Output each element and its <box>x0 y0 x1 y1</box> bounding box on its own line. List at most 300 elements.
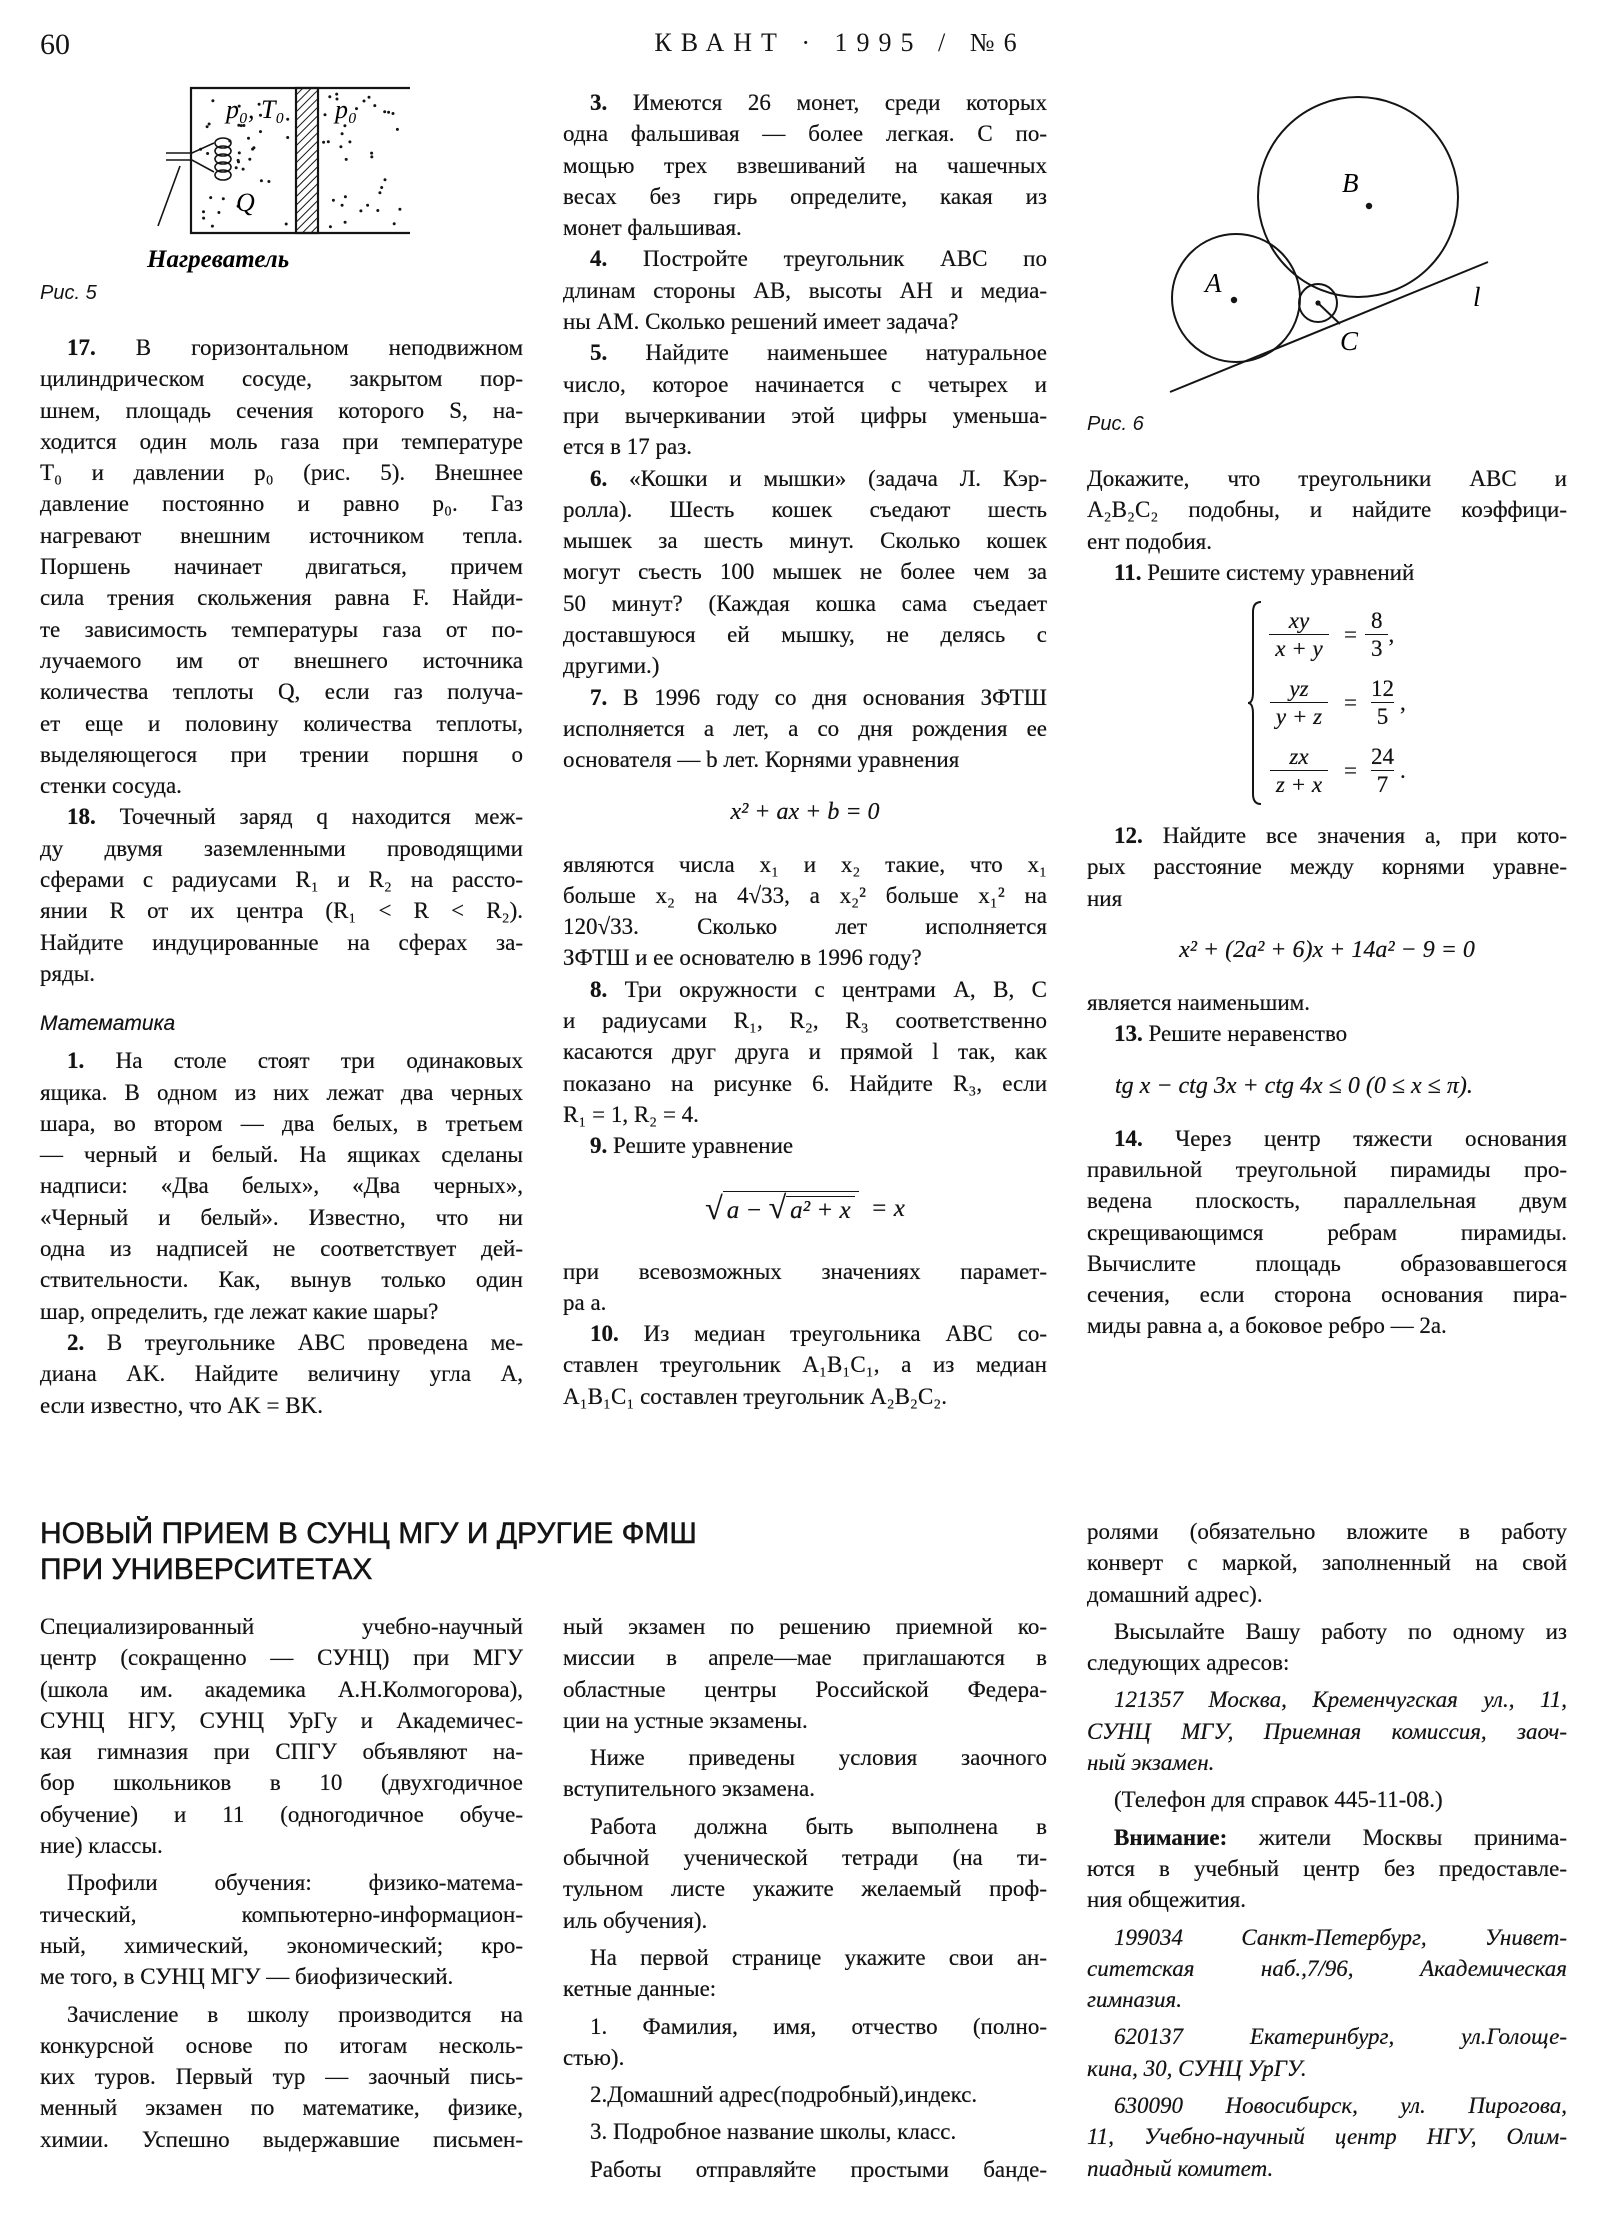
problem-number: 8. <box>590 976 608 1002</box>
problem-number: 3. <box>590 90 608 115</box>
numerator: 12 <box>1370 675 1394 701</box>
line-text: бор школьников в 10 (двухгодичное <box>40 1770 523 1796</box>
text-line <box>40 958 523 989</box>
denominator: 7 <box>1371 770 1395 798</box>
system-rows <box>1262 600 1406 804</box>
text-line <box>563 369 1047 400</box>
line-text: 120√33. Сколько лет исполняется <box>563 914 1047 940</box>
line-text: Ниже приведены условия заочного <box>590 1745 1047 1771</box>
equation-system <box>1087 588 1567 820</box>
text-line <box>1087 2153 1567 2184</box>
text-line <box>40 2030 523 2061</box>
gas-dot <box>329 225 332 228</box>
problem-number: 9. <box>590 1133 608 1159</box>
radical-sign-icon: √ <box>768 1189 787 1225</box>
article-column-3 <box>1087 1516 1567 2190</box>
text-line <box>563 911 1047 942</box>
line-text: Докажите, что треугольники ABC и <box>1087 466 1567 491</box>
label-b: B <box>1342 168 1359 198</box>
text-line <box>40 1705 523 1736</box>
text-line <box>40 645 523 676</box>
line-text: Постройте треугольник ABC по <box>643 246 1047 272</box>
line-text: нагревают внешним источником тепла. <box>40 522 523 548</box>
text-line <box>563 974 1047 1005</box>
paragraph <box>1087 987 1567 1018</box>
gas-dot <box>370 152 373 155</box>
paragraph <box>1087 1922 1567 2016</box>
line-text: 630090 Новосибирск, ул. Пирогова, <box>1114 2093 1567 2119</box>
text-line <box>1087 2053 1567 2084</box>
display-equation: tg x − ctg 3x + ctg 4x ≤ 0 (0 ≤ x ≤ π). <box>1115 1072 1473 1099</box>
row-punctuation: . <box>1399 757 1406 783</box>
gas-dot <box>341 204 344 207</box>
radicand-inner: a² + x <box>786 1196 854 1224</box>
text-line <box>563 713 1047 744</box>
problem-number: 17. <box>67 335 96 360</box>
line-text: СУНЦ МГУ, Приемная комиссия, заоч- <box>1087 1718 1567 1744</box>
line-text: ния <box>1087 885 1123 911</box>
line-text: ет еще и половину количества теплоты, <box>40 710 523 736</box>
text-line <box>40 1767 523 1798</box>
text-line <box>563 181 1047 212</box>
line-text: доставшуюся ей мышку, не делясь с <box>563 622 1047 648</box>
text-line <box>563 1036 1047 1067</box>
problem-9 <box>563 1130 1047 1161</box>
problem-12 <box>1087 820 1567 914</box>
line-text: Зачисление в школу производится на <box>67 2001 523 2027</box>
text-line <box>40 363 523 394</box>
line-text: В горизонтальном неподвижном <box>135 335 523 360</box>
text-line <box>40 1045 523 1076</box>
text-line <box>1087 2021 1567 2052</box>
text-line <box>40 426 523 457</box>
line-text: R₁ = 1, R₂ = 4. <box>563 1101 699 1127</box>
gas-dot <box>345 158 348 161</box>
fraction-rhs <box>1365 675 1400 730</box>
text-line <box>563 1942 1047 1973</box>
text-line <box>40 1830 523 1861</box>
line-text: правильной треугольной пирамиды про- <box>1087 1156 1567 1182</box>
text-line <box>40 1233 523 1264</box>
text-line <box>40 1264 523 1295</box>
fraction-lhs <box>1262 607 1336 662</box>
text-line <box>563 650 1047 681</box>
paragraph <box>563 1611 1047 1736</box>
fig5-label-p0-right: p₀ <box>335 95 358 124</box>
text-line <box>1087 1154 1567 1185</box>
text-line <box>40 1390 523 1421</box>
text-line <box>40 520 523 551</box>
text-line <box>1087 1784 1567 1815</box>
text-line <box>563 880 1047 911</box>
text-line <box>40 1327 523 1358</box>
text-line <box>563 2042 1047 2073</box>
paragraph <box>40 1611 523 1861</box>
line-text: следующих адресов: <box>1087 1650 1290 1676</box>
line-text: Решите систему уравнений <box>1147 559 1415 585</box>
line-text: больше x₂ на 4√33, а x₂² больше x₁² на <box>563 882 1047 908</box>
problem-number: 4. <box>590 246 608 272</box>
problem-number: 11. <box>1114 559 1142 585</box>
problem-17 <box>40 332 523 801</box>
line-text: В 1996 году со дня основания ЗФТШ <box>623 684 1047 710</box>
gas-dot <box>384 178 387 181</box>
numerator: 8 <box>1370 607 1383 633</box>
line-text: количества теплоты Q, если газ получа- <box>40 679 523 705</box>
line-text: Решите неравенство <box>1148 1021 1348 1047</box>
text-line <box>40 927 523 958</box>
text-line <box>563 849 1047 880</box>
text-line <box>1087 1647 1567 1678</box>
row-punctuation: , <box>1388 621 1395 647</box>
problems-column-right <box>1087 463 1567 1342</box>
text-line <box>1087 2090 1567 2121</box>
line-text: являются числа x₁ и x₂ такие, что x₁ <box>563 851 1047 877</box>
text-line <box>563 494 1047 525</box>
paragraph <box>563 1256 1047 1319</box>
text-line <box>563 1742 1047 1773</box>
lead-emphasis: Внимание: <box>1114 1824 1228 1850</box>
gas-dot <box>242 124 245 127</box>
gas-dot <box>206 125 209 128</box>
line-text: Найдите наименьшее натуральное <box>645 340 1048 366</box>
label-l: l <box>1473 282 1481 312</box>
gas-dot <box>217 211 220 214</box>
paragraph <box>1087 2090 1567 2184</box>
display-equation: x² + (2a² + 6)x + 14a² − 9 = 0 <box>1179 937 1475 964</box>
text-line <box>563 275 1047 306</box>
line-text: ролями (обязательно вложите в работу <box>1087 1519 1567 1544</box>
text-line <box>40 1899 523 1930</box>
problem-3 <box>563 87 1047 243</box>
text-line <box>40 739 523 770</box>
gas-dot <box>376 209 379 212</box>
gas-dot <box>398 208 401 211</box>
text-line <box>563 1318 1047 1349</box>
text-line <box>563 400 1047 431</box>
text-line <box>1087 987 1567 1018</box>
text-line <box>40 614 523 645</box>
text-line <box>563 150 1047 181</box>
line-text: цилиндрическом сосуде, закрытом пор- <box>40 366 523 392</box>
text-line <box>40 1642 523 1673</box>
line-text: 199034 Санкт-Петербург, Унивет- <box>1114 1924 1567 1950</box>
line-text: при всевозможных значениях парамет- <box>563 1258 1047 1284</box>
line-text: ведена плоскость, параллельная двум <box>1087 1188 1567 1214</box>
gas-dot <box>348 140 351 143</box>
fraction-rhs <box>1365 743 1400 798</box>
problem-number: 12. <box>1114 823 1143 849</box>
text-line <box>563 1349 1047 1380</box>
text-line <box>1087 1922 1567 1953</box>
line-text: ный экзамен. <box>1087 1750 1215 1776</box>
line-text: ме того, в СУНЦ МГУ — биофизический. <box>40 1964 454 1990</box>
line-text: число, которое начинается с четырех и <box>563 371 1047 397</box>
line-text: A₁B₁C₁ составлен треугольник A₂B₂C₂. <box>563 1383 948 1409</box>
line-text: обучение) и 11 (одногодичное обуче- <box>40 1801 523 1827</box>
problem-13 <box>1087 1018 1567 1049</box>
line-text: ны AM. Сколько решений имеет задача? <box>563 309 959 335</box>
line-text: жители Москвы принима- <box>1258 1824 1567 1850</box>
text-line <box>563 212 1047 243</box>
paragraph <box>1087 1684 1567 1778</box>
line-text: ется в 17 раз. <box>563 434 692 460</box>
line-text: ролла). Шесть кошек съедают шесть <box>563 496 1047 522</box>
line-text: «Кошки и мышки» (задача Л. Кэр- <box>629 465 1047 491</box>
text-line <box>563 1642 1047 1673</box>
numerator: xy <box>1288 607 1310 633</box>
gas-dot <box>332 199 335 202</box>
text-line <box>563 942 1047 973</box>
text-line <box>563 1381 1047 1412</box>
numerator: 24 <box>1370 743 1394 769</box>
line-text: мышек за шесть минут. Сколько кошек <box>563 528 1047 554</box>
radicand-outer: a − <box>726 1197 769 1224</box>
line-text: 121357 Москва, Кременчугская ул., 11, <box>1114 1687 1567 1713</box>
text-line <box>40 488 523 519</box>
line-text: «Черный и белый». Известно, что ни <box>40 1204 523 1230</box>
gas-dot <box>373 104 376 107</box>
text-line <box>40 1296 523 1327</box>
gas-dot <box>209 196 212 199</box>
gas-dot <box>286 136 289 139</box>
line-text: ются в учебный центр без предоставле- <box>1087 1855 1567 1881</box>
line-text: конкурсной основе по итогам несколь- <box>40 2032 523 2058</box>
equals-sign: = <box>1344 621 1357 647</box>
text-line <box>563 556 1047 587</box>
line-text: ра a. <box>563 1289 607 1315</box>
text-line <box>40 1930 523 1961</box>
gas-dot <box>387 111 390 114</box>
paragraph <box>1087 1516 1567 1610</box>
text-line <box>1087 820 1567 851</box>
text-line <box>563 87 1047 118</box>
display-equation: x² + ax + b = 0 <box>730 798 880 825</box>
text-line <box>40 551 523 582</box>
line-text: менный экзамен по математике, физике, <box>40 2095 523 2121</box>
problem-5 <box>563 337 1047 462</box>
text-line <box>40 1077 523 1108</box>
text-line <box>40 708 523 739</box>
text-line <box>40 1799 523 1830</box>
gas-dot <box>259 130 262 133</box>
paragraph <box>563 1942 1047 2005</box>
text-line <box>563 2079 1047 2110</box>
line-text: Точечный заряд q находится меж- <box>119 804 523 830</box>
gas-dot <box>359 209 362 212</box>
line-text: 1. Фамилия, имя, отчество (полно- <box>590 2013 1047 2039</box>
paragraph <box>563 1811 1047 1936</box>
text-line <box>563 1099 1047 1130</box>
denominator: 3 <box>1365 634 1389 662</box>
line-text: Найдите индуцированные на сферах за- <box>40 929 523 955</box>
line-text: ент подобия. <box>1087 528 1213 554</box>
text-line <box>1087 1984 1567 2015</box>
text-line <box>1087 851 1567 882</box>
text-line <box>1087 883 1567 914</box>
paragraph <box>40 1867 523 1992</box>
line-text: скрещивающимся ребрам пирамиды. <box>1087 1219 1567 1245</box>
article-column-2 <box>563 1611 1047 2191</box>
line-text: сферами с радиусами R₁ и R₂ на рассто- <box>40 867 523 893</box>
paragraph <box>563 1742 1047 1805</box>
text-line <box>563 2011 1047 2042</box>
text-line <box>563 1873 1047 1904</box>
text-line <box>40 1867 523 1898</box>
gas-dot <box>248 158 251 161</box>
line-text: ряды. <box>40 960 95 986</box>
problem-number: 14. <box>1114 1125 1143 1151</box>
denominator: z + x <box>1270 770 1328 798</box>
article-column-1 <box>40 1611 523 2161</box>
problem-number: 7. <box>590 684 608 710</box>
text-line <box>563 1842 1047 1873</box>
figure-6-tangent-circles <box>1150 80 1550 410</box>
problem-number: 18. <box>67 804 96 830</box>
line-text: Работы отправляйте простыми банде- <box>590 2156 1047 2182</box>
problem-8 <box>563 974 1047 1130</box>
line-text: Профили обучения: физико-матема- <box>67 1870 523 1896</box>
line-text: основателя — b лет. Корнями уравнения <box>563 747 960 773</box>
line-text: Найдите все значения a, при кото- <box>1162 823 1567 849</box>
gas-dot <box>202 210 205 213</box>
denominator: 5 <box>1371 702 1395 730</box>
line-text: лучаемого им от внешнего источника <box>40 647 523 673</box>
radical-equation <box>563 1162 1047 1256</box>
line-text: длинам стороны AB, высоты AH и медиа- <box>563 277 1047 303</box>
line-text: и радиусами R₁, R₂, R₃ соответственно <box>563 1008 1047 1034</box>
paragraph <box>563 2011 1047 2074</box>
problem-number: 2. <box>67 1329 85 1355</box>
text-line <box>40 1736 523 1767</box>
text-line <box>40 395 523 426</box>
problem-number: 5. <box>590 340 608 366</box>
gas-dot <box>341 132 344 135</box>
line-text: могут съесть 100 мышек не более чем за <box>563 559 1047 585</box>
line-text: давление постоянно и равно p₀. Газ <box>40 491 523 517</box>
paragraph <box>563 2116 1047 2147</box>
text-line <box>1087 1547 1567 1578</box>
text-line <box>40 582 523 613</box>
gas-dot <box>370 155 373 158</box>
line-text: надписи: «Два белых», «Два черных», <box>40 1173 523 1199</box>
text-line <box>563 1130 1047 1161</box>
label-c: C <box>1340 326 1359 356</box>
text-line <box>1087 1616 1567 1647</box>
gas-dot <box>363 100 366 103</box>
text-line <box>563 2116 1047 2147</box>
problem-1 <box>40 1045 523 1327</box>
line-text: другими.) <box>563 653 660 679</box>
problem-number: 10. <box>590 1321 619 1347</box>
figure-5-cylinder-diagram <box>140 80 430 275</box>
gas-dot <box>327 140 330 143</box>
text-line <box>1087 1579 1567 1610</box>
text-line <box>1087 1884 1567 1915</box>
text-line <box>563 306 1047 337</box>
line-text: Имеются 26 монет, среди которых <box>632 90 1047 115</box>
line-text: ходится один моль газа при температуре <box>40 428 523 454</box>
problem-7 <box>563 682 1047 776</box>
text-line <box>40 676 523 707</box>
text-line <box>40 2124 523 2155</box>
line-text: янии R от их центра (R₁ < R < R₂). <box>40 898 523 924</box>
line-text: сила трения скольжения равна F. Найди- <box>40 585 523 611</box>
line-text: ции на устные экзамены. <box>563 1707 808 1733</box>
line-text: ситетская наб.,7/96, Академическая <box>1087 1955 1567 1981</box>
gas-dot <box>222 197 225 200</box>
text-line <box>563 1068 1047 1099</box>
line-text: Поршень начинает двигаться, причем <box>40 554 523 580</box>
text-line <box>1087 2121 1567 2152</box>
line-text: обычной ученической тетради (на ти- <box>563 1845 1047 1871</box>
paragraph <box>1087 2021 1567 2084</box>
text-line <box>40 895 523 926</box>
gas-dot <box>328 95 331 98</box>
line-text: шар, определить, где лежат какие шары? <box>40 1298 439 1324</box>
line-text: одна фальшивая — более легкая. С по- <box>563 121 1047 147</box>
equals-sign: = <box>1344 757 1357 783</box>
page-number: 60 <box>40 28 70 61</box>
line-text: На первой странице укажите свои ан- <box>590 1944 1047 1970</box>
text-line <box>563 1256 1047 1287</box>
line-text: кетные данные: <box>563 1976 717 2002</box>
gas-dot <box>285 223 288 226</box>
line-text: 2.Домашний адрес(подробный),индекс. <box>590 2082 978 2108</box>
gas-dot <box>235 166 238 169</box>
figure-6-caption: Рис. 6 <box>1087 413 1144 435</box>
text-line <box>1087 1217 1567 1248</box>
gas-dot <box>211 99 214 102</box>
equals-sign: = <box>1344 689 1357 715</box>
line-text: стью). <box>563 2044 625 2070</box>
gas-dot <box>240 124 243 127</box>
text-line <box>40 1108 523 1139</box>
text-line <box>563 619 1047 650</box>
line-text: Три окружности с центрами A, B, C <box>624 976 1048 1002</box>
line-text: ный, химический, экономический; кро- <box>40 1932 523 1958</box>
line-text: гимназия. <box>1087 1987 1182 2013</box>
gas-dot <box>380 186 383 189</box>
text-line <box>563 2154 1047 2185</box>
gas-dot <box>247 137 250 140</box>
paragraph <box>563 2079 1047 2110</box>
line-text: тический, компьютерно-информацион- <box>40 1901 523 1927</box>
paragraph <box>40 1999 523 2155</box>
gas-dot <box>322 141 325 144</box>
problem-6 <box>563 463 1047 682</box>
text-line <box>563 1611 1047 1642</box>
text-line <box>40 1611 523 1642</box>
numerator: zx <box>1289 743 1309 769</box>
text-line <box>40 2092 523 2123</box>
text-line <box>1087 1516 1567 1547</box>
line-text: рых расстояние между корнями уравне- <box>1087 854 1567 880</box>
text-line <box>40 1202 523 1233</box>
gas-dot <box>286 118 289 121</box>
text-line <box>563 463 1047 494</box>
gas-dot <box>324 113 327 116</box>
line-text: 50 минут? (Каждая кошка сама съедает <box>563 590 1047 616</box>
heater-label: Нагреватель <box>147 246 290 273</box>
gas-dot <box>211 225 214 228</box>
problem-number: 13. <box>1114 1021 1143 1047</box>
line-text: стенки сосуда. <box>40 773 182 799</box>
problem-4 <box>563 243 1047 337</box>
line-text: ду двумя заземленными проводящими <box>40 835 523 861</box>
line-text: ствительности. Как, вынув только один <box>40 1267 523 1293</box>
problem-number: 6. <box>590 465 608 491</box>
